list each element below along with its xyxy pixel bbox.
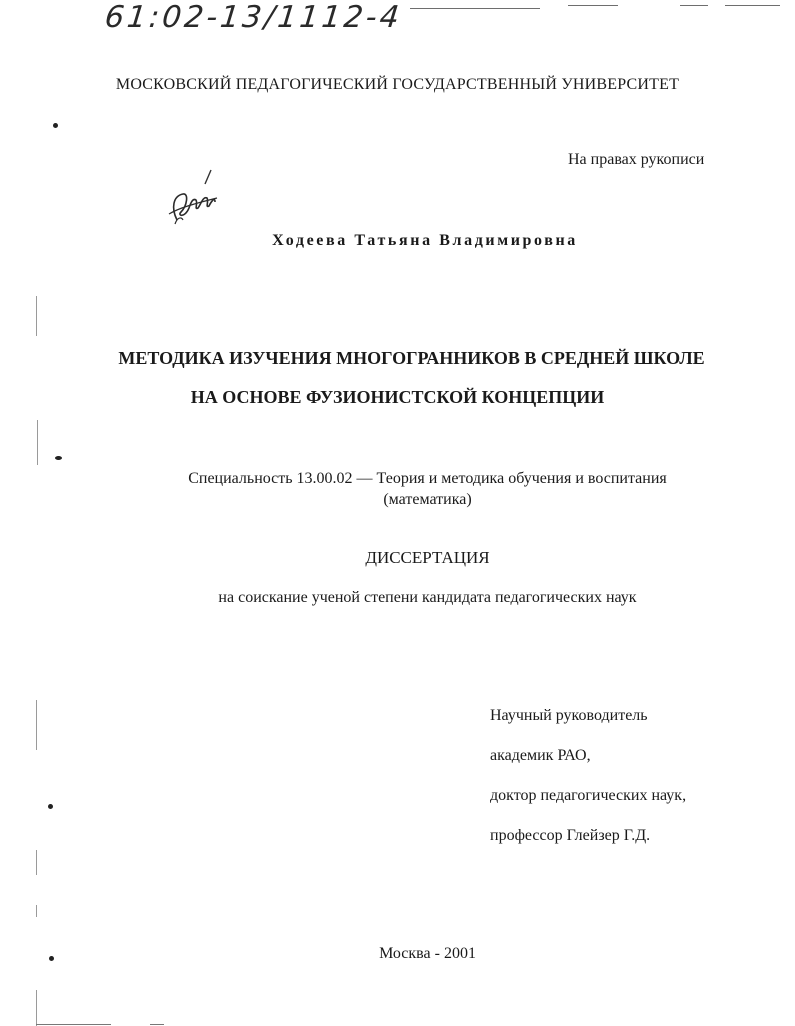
supervisor-degree: доктор педагогических наук, (490, 787, 687, 804)
scan-margin-line (36, 905, 37, 917)
supervisor-label: Научный руководитель (490, 707, 648, 724)
specialty-line2: (математика) (383, 491, 472, 508)
scan-margin-line (36, 850, 37, 875)
manuscript-rights-note: На правах рукописи (568, 151, 705, 168)
supervisor-title-rao: академик РАО, (490, 747, 591, 764)
scan-margin-line (36, 700, 37, 750)
handwritten-signature (163, 168, 223, 230)
scan-margin-line (36, 296, 37, 336)
dissertation-title-line2: НА ОСНОВЕ ФУЗИОНИСТСКОЙ КОНЦЕПЦИИ (190, 387, 605, 407)
top-scan-line (725, 5, 780, 6)
scan-bottom-line (150, 1024, 164, 1025)
handwritten-catalog-number: 61:02-13/1112-4 (103, 0, 404, 35)
scan-margin-line (36, 990, 37, 1026)
top-scan-line (410, 8, 540, 9)
scan-dot (48, 804, 53, 809)
scan-margin-line (37, 420, 38, 465)
scan-dot (49, 956, 54, 961)
top-scan-line (680, 5, 708, 6)
scan-bottom-line (36, 1024, 111, 1025)
author-name: Ходеева Татьяна Владимировна (272, 232, 578, 249)
dissertation-title-line1: МЕТОДИКА ИЗУЧЕНИЯ МНОГОГРАННИКОВ В СРЕДНЕЙ ШКОЛЕ (118, 348, 705, 368)
specialty-line1: Специальность 13.00.02 — Теория и методика обучения и воспитания (188, 470, 667, 487)
degree-statement: на соискание ученой степени кандидата педагогических наук (218, 589, 637, 606)
supervisor-name: профессор Глейзер Г.Д. (490, 827, 651, 844)
university-name: МОСКОВСКИЙ ПЕДАГОГИЧЕСКИЙ ГОСУДАРСТВЕННЫЙ УНИВЕРСИТЕТ (115, 76, 680, 93)
top-scan-line (568, 5, 618, 6)
city-year: Москва - 2001 (379, 945, 476, 962)
scan-dot (53, 123, 58, 128)
document-type-heading: ДИССЕРТАЦИЯ (365, 548, 490, 567)
scan-dot (55, 456, 62, 460)
